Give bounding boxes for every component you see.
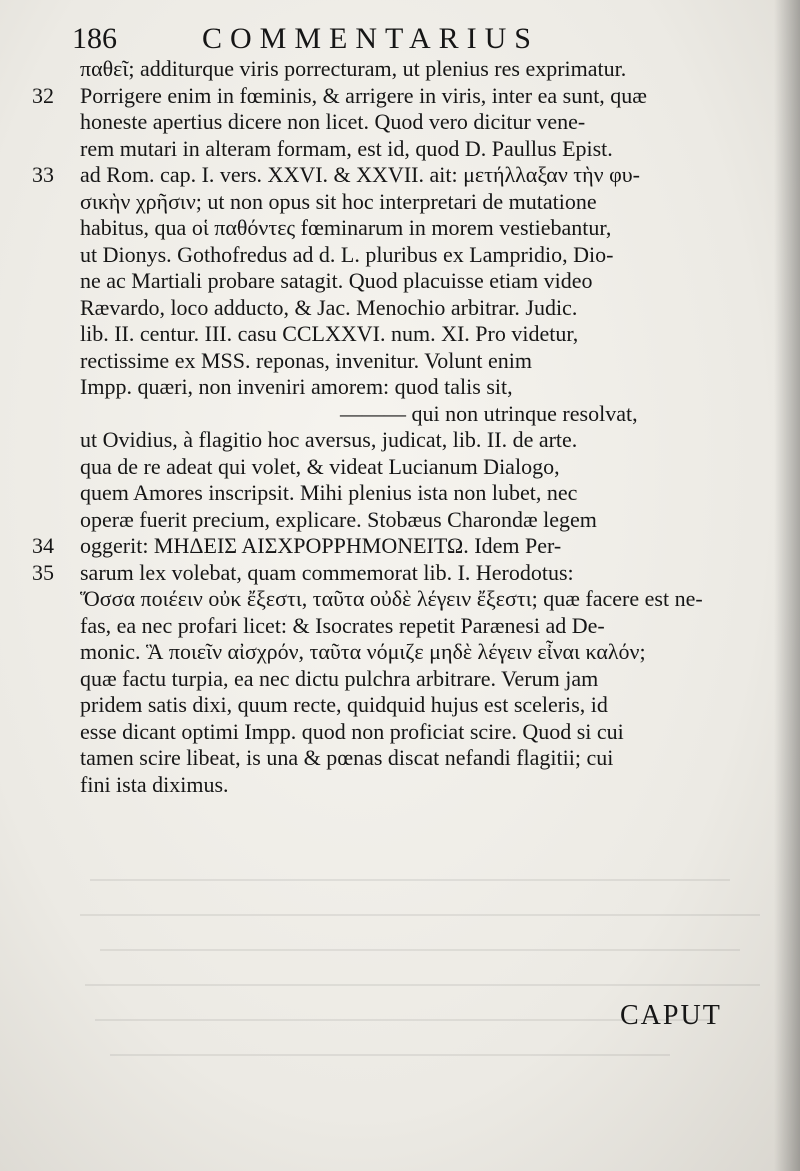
line-text: σικὴν χρῆσιν; ut non opus sit hoc interpretari de mutatione: [80, 188, 597, 214]
text-line: [80, 215, 770, 242]
line-text: ut Ovidius, à flagitio hoc aversus, judicat, lib. II. de arte.: [80, 427, 578, 452]
line-text: ne ac Martiali probare satagit. Quod placuisse etiam video: [80, 268, 593, 293]
text-line: [80, 295, 770, 322]
text-line: [80, 348, 770, 375]
page-number: 186: [72, 22, 117, 55]
text-line: [80, 507, 770, 534]
page-edge-shadow: [774, 0, 800, 1171]
line-text: Porrigere enim in fœminis, & arrigere in viris, inter ea sunt, quæ: [80, 82, 647, 108]
text-line: [80, 719, 770, 746]
text-line: [80, 136, 770, 163]
margin-note-number: 33: [32, 162, 54, 187]
line-text: Ὅσσα ποιέειν οὐκ ἔξεστι, ταῦτα οὐδὲ λέγειν ἔξεστι; quæ facere est ne-: [80, 586, 703, 611]
line-text: Impp. quæri, non inveniri amorem: quod talis sit,: [80, 374, 513, 399]
line-text: fas, ea nec profari licet: & Isocrates repetit Parænesi ad De-: [80, 612, 605, 638]
text-line: [80, 374, 770, 401]
line-text: ut Dionys. Gothofredus ad d. L. pluribus ex Lampridio, Dio-: [80, 241, 614, 267]
text-line: [80, 109, 770, 136]
text-line: [80, 480, 770, 507]
margin-note-number: 35: [32, 559, 54, 585]
text-line: [80, 427, 770, 454]
line-text: ——— qui non utrinque resolvat,: [340, 400, 638, 426]
text-line: [80, 586, 770, 613]
show-through-texture: [70, 860, 770, 1070]
line-text: quem Amores inscripsit. Mihi plenius ista non lubet, nec: [80, 480, 578, 505]
text-line: [32, 533, 770, 560]
running-head: COMMENTARIUS: [202, 22, 539, 55]
text-line: [80, 745, 770, 772]
line-text: tamen scire libeat, is una & pœnas discat nefandi flagitii; cui: [80, 745, 614, 770]
line-text: rem mutari in alteram formam, est id, quod D. Paullus Epist.: [80, 135, 613, 161]
body-text: [32, 56, 770, 798]
line-text: lib. II. centur. III. casu CCLXXVI. num. XI. Pro videtur,: [80, 321, 579, 346]
line-text: qua de re adeat qui volet, & videat Lucianum Dialogo,: [80, 453, 560, 479]
line-text: fini ista diximus.: [80, 771, 229, 797]
line-text: honeste apertius dicere non licet. Quod vero dicitur vene-: [80, 109, 586, 134]
line-text: pridem satis dixi, quum recte, quidquid hujus est sceleris, id: [80, 692, 608, 717]
line-text: monic. Ἃ ποιεῖν αἰσχρόν, ταῦτα νόμιζε μηδὲ λέγειν εἶναι καλόν;: [80, 639, 646, 664]
text-line: [80, 321, 770, 348]
text-line: [80, 242, 770, 269]
line-text: quæ factu turpia, ea nec dictu pulchra arbitrare. Verum jam: [80, 665, 599, 691]
text-line: [80, 639, 770, 666]
line-text: sarum lex volebat, quam commemorat lib. I. Herodotus:: [80, 559, 574, 585]
text-line: [32, 82, 770, 110]
text-line: [80, 613, 770, 640]
line-text: oggerit: ΜΗΔΕΙΣ ΑΙΣΧΡΟΡΡΗΜΟΝΕΙΤΩ. Idem Per-: [80, 533, 562, 558]
text-line: [80, 772, 770, 799]
text-line: [80, 454, 770, 481]
margin-note-number: 32: [32, 82, 54, 108]
text-line: [80, 189, 770, 216]
line-text: παθεῖ; additurque viris porrecturam, ut plenius res exprimatur.: [80, 56, 627, 81]
catchword: CAPUT: [620, 1000, 722, 1031]
text-line: [80, 401, 770, 428]
text-line: [32, 559, 770, 587]
line-text: habitus, qua οἱ παθόντες fœminarum in morem vestiebantur,: [80, 215, 612, 240]
line-text: operæ fuerit precium, explicare. Stobæus Charondæ legem: [80, 506, 597, 532]
line-text: rectissime ex MSS. reponas, invenitur. Volunt enim: [80, 347, 532, 373]
line-text: esse dicant optimi Impp. quod non proficiat scire. Quod si cui: [80, 718, 624, 744]
text-line: [32, 162, 770, 189]
text-line: [80, 56, 770, 83]
line-text: Rævardo, loco adducto, & Jac. Menochio arbitrar. Judic.: [80, 294, 578, 320]
text-line: [80, 666, 770, 693]
text-line: [80, 268, 770, 295]
line-text: ad Rom. cap. I. vers. XXVI. & XXVII. ait: μετήλλαξαν τὴν φυ-: [80, 162, 640, 187]
text-line: [80, 692, 770, 719]
margin-note-number: 34: [32, 533, 54, 558]
